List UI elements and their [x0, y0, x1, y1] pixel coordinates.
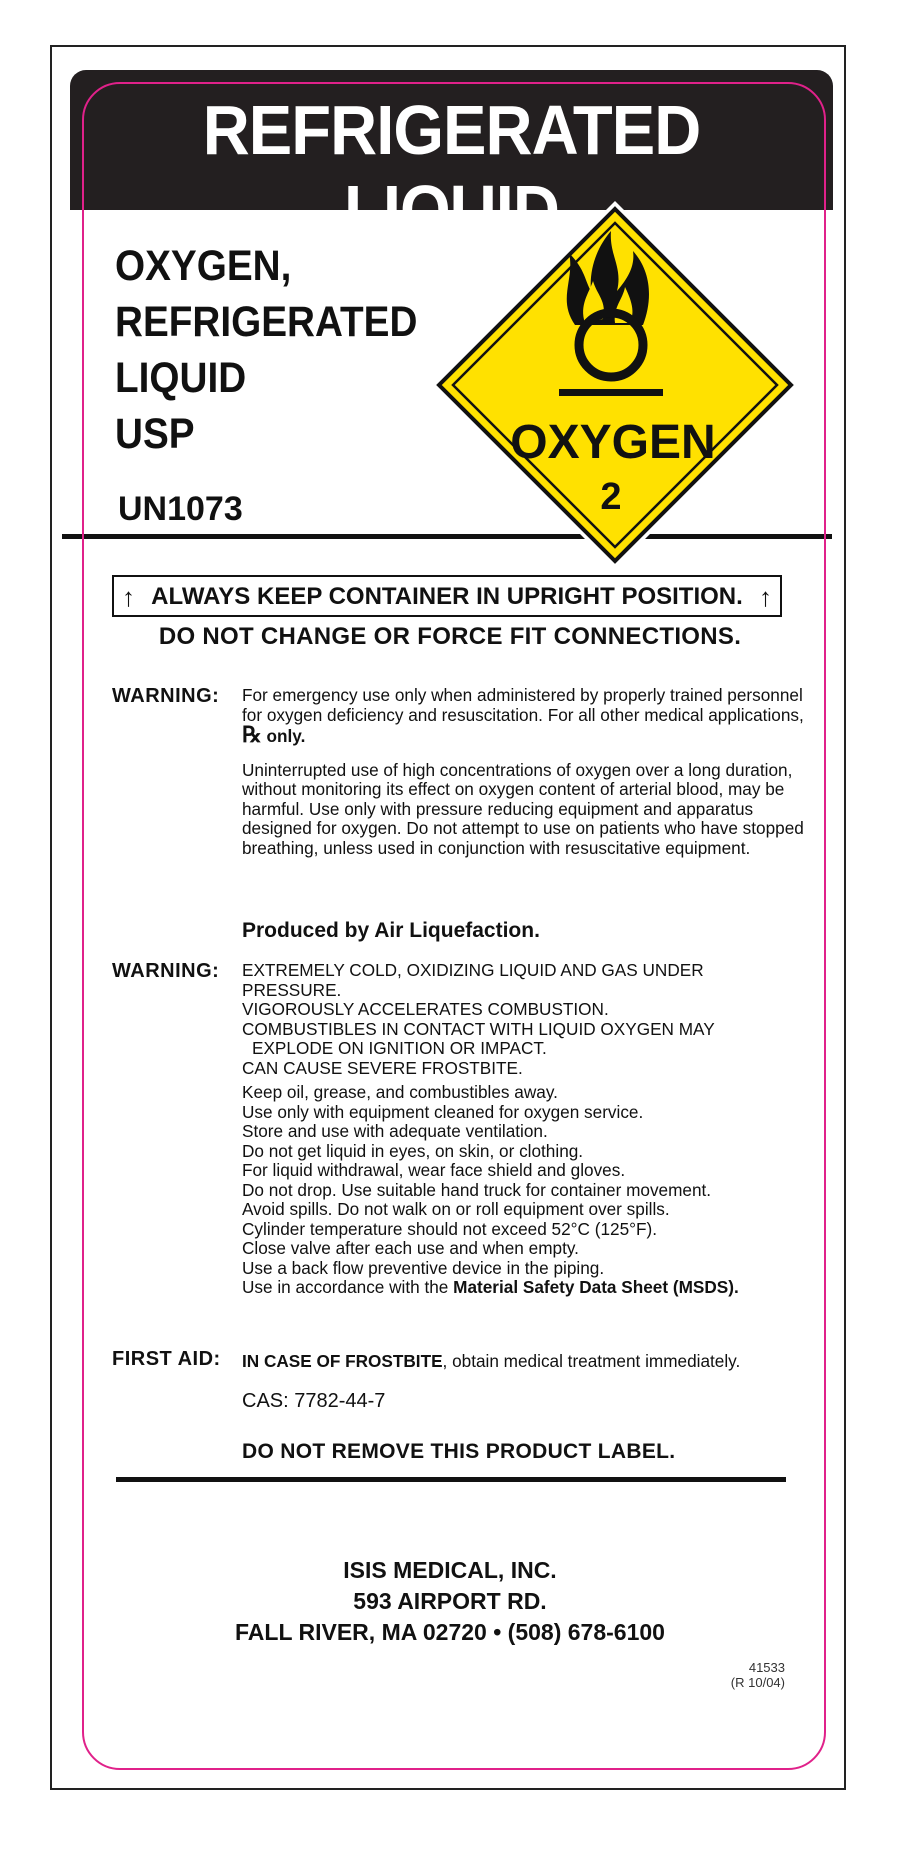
instruction-line: Use only with equipment cleaned for oxygen service.: [242, 1101, 644, 1122]
company-city-phone: FALL RIVER, MA 02720 • (508) 678-6100: [235, 1619, 665, 1645]
hazard-line: CAN CAUSE SEVERE FROSTBITE.: [242, 1057, 523, 1078]
first-aid-label: FIRST AID:: [112, 1348, 221, 1370]
warning-text-line: For emergency use only when administered by properly trained personnel for oxygen deficiency and resuscitation. For all other medical applications,: [242, 685, 804, 725]
warning-label: WARNING:: [112, 685, 220, 707]
product-name-line: USP: [115, 410, 195, 458]
company-name: ISIS MEDICAL, INC.: [343, 1557, 557, 1583]
instruction-line: Do not drop. Use suitable hand truck for container movement.: [242, 1179, 712, 1200]
hazard-line: EXPLODE ON IGNITION OR IMPACT.: [252, 1038, 547, 1058]
up-arrow-icon: ↑: [759, 582, 772, 612]
upright-notice-text: ALWAYS KEEP CONTAINER IN UPRIGHT POSITION.: [151, 583, 743, 610]
product-name-line: REFRIGERATED: [115, 298, 418, 346]
do-not-remove-notice: DO NOT REMOVE THIS PRODUCT LABEL.: [242, 1440, 676, 1463]
instruction-line: Cylinder temperature should not exceed 52°C (125°F).: [242, 1218, 658, 1239]
warning-label: WARNING:: [112, 960, 220, 982]
first-aid-bold: IN CASE OF FROSTBITE: [242, 1351, 443, 1371]
no-force-notice: DO NOT CHANGE OR FORCE FIT CONNECTIONS.: [158, 623, 742, 650]
instruction-line: Store and use with adequate ventilation.: [242, 1121, 548, 1141]
instruction-line: For liquid withdrawal, wear face shield and gloves.: [242, 1160, 626, 1180]
hazard-line: PRESSURE.: [242, 979, 342, 1000]
instruction-line: Close valve after each use and when empty.: [242, 1238, 579, 1258]
rx-symbol: ℞: [242, 722, 262, 747]
product-name-line: LIQUID: [115, 354, 247, 402]
label-code-revision: (R 10/04): [730, 1675, 785, 1690]
hazard-line: COMBUSTIBLES IN CONTACT WITH LIQUID OXYGEN MAY: [242, 1018, 715, 1039]
first-aid-rest: , obtain medical treatment immediately.: [442, 1351, 741, 1371]
produced-by: Produced by Air Liquefaction.: [242, 919, 540, 942]
instruction-line: Use a back flow preventive device in the piping.: [242, 1257, 605, 1278]
product-name-line: OXYGEN,: [115, 242, 292, 290]
warning-paragraph: Uninterrupted use of high concentrations of oxygen over a long duration, without monitoring its effect on oxygen content of arterial blood, may be harmful. Use only with pressure reducing equipment and apparatus designed for oxygen. Do not attempt to use on patients who have stopped breathing, unless used in conjunction with resuscitative equipment.: [242, 759, 804, 858]
cas-number: CAS: 7782-44-7: [242, 1390, 386, 1412]
label-code-number: 41533: [748, 1660, 785, 1675]
banner-title: REFRIGERATED LIQUID: [202, 91, 701, 249]
hazard-line: VIGOROUSLY ACCELERATES COMBUSTION.: [242, 999, 609, 1019]
un-number: UN1073: [118, 490, 243, 528]
hazard-class-number: 2: [600, 476, 622, 518]
company-street: 593 AIRPORT RD.: [353, 1588, 547, 1614]
diamond-label: OXYGEN: [510, 416, 716, 469]
msds-prefix: Use in accordance with the: [242, 1277, 454, 1297]
instruction-line: Avoid spills. Do not walk on or roll equipment over spills.: [242, 1199, 670, 1219]
hazard-line: EXTREMELY COLD, OXIDIZING LIQUID AND GAS UNDER: [242, 960, 704, 980]
instruction-line: Keep oil, grease, and combustibles away.: [242, 1082, 558, 1102]
msds-reference: Material Safety Data Sheet (MSDS).: [453, 1277, 739, 1297]
instruction-line: Do not get liquid in eyes, on skin, or clothing.: [242, 1140, 584, 1161]
rx-only-text: only.: [261, 726, 306, 746]
up-arrow-icon: ↑: [122, 582, 135, 612]
die-cut-outline: [82, 82, 826, 1770]
